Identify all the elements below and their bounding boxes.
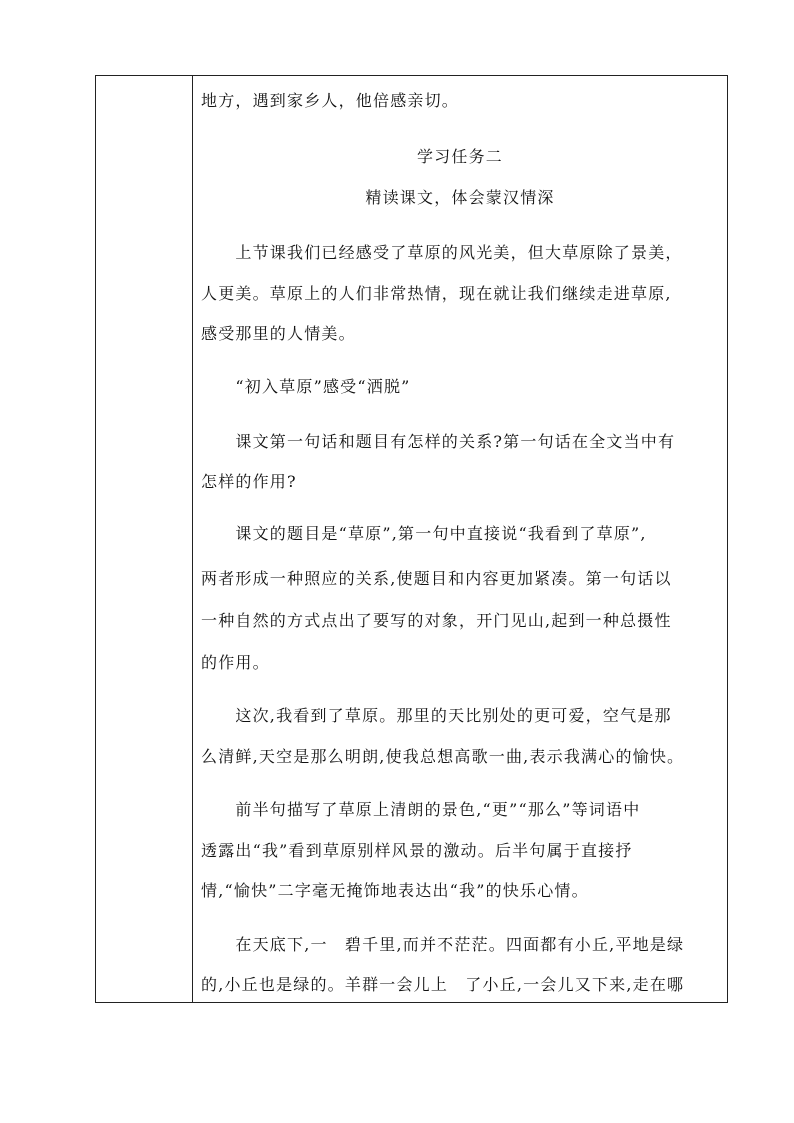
text-line: 怎样的作用? bbox=[201, 472, 297, 491]
text-line: 课文的题目是“草原”,第一句中直接说“我看到了草原”, bbox=[201, 524, 647, 543]
left-column-cell bbox=[96, 76, 193, 1002]
text-line: 上节课我们已经感受了草原的风光美，但大草原除了景美， bbox=[201, 243, 683, 262]
text-line: 课文第一句话和题目有怎样的关系?第一句话在全文当中有 bbox=[201, 432, 676, 451]
right-column-cell bbox=[193, 76, 727, 1002]
section-subheading: 精读课文，体会蒙汉情深 bbox=[365, 188, 555, 207]
text-line: 地方，遇到家乡人，他倍感亲切。 bbox=[201, 91, 460, 110]
text-line: 两者形成一种照应的关系,使题目和内容更加紧凑。第一句话以 bbox=[201, 569, 672, 588]
text-line: 透露出“我”看到草原别样风景的激动。后半句属于直接抒 bbox=[201, 841, 633, 860]
text-line: “初入草原”感受“洒脱” bbox=[201, 377, 411, 396]
text-line: 前半句描写了草原上清朗的景色,“更”“那么”等词语中 bbox=[201, 800, 641, 819]
text-line: 么清鲜,天空是那么明朗,使我总想高歌一曲,表示我满心的愉快。 bbox=[201, 747, 685, 766]
section-heading: 学习任务二 bbox=[416, 147, 503, 166]
text-line: 的,小丘也是绿的。羊群一会儿上 了小丘,一会儿又下来,走在哪 bbox=[201, 975, 685, 994]
text-line: 情,“愉快”二字毫无掩饰地表达出“我”的快乐心情。 bbox=[201, 881, 589, 900]
text-line: 在天底下,一 碧千里,而并不茫茫。四面都有小丘,平地是绿 bbox=[201, 935, 685, 954]
text-line: 感受那里的人情美。 bbox=[201, 324, 356, 343]
text-line: 一种自然的方式点出了要写的对象，开门见山,起到一种总摄性 bbox=[201, 611, 672, 630]
text-line: 人更美。草原上的人们非常热情，现在就让我们继续走进草原, bbox=[201, 284, 672, 303]
text-line: 这次,我看到了草原。那里的天比别处的更可爱，空气是那 bbox=[201, 706, 672, 725]
text-line: 的作用。 bbox=[201, 653, 270, 672]
content-table bbox=[95, 75, 728, 1003]
